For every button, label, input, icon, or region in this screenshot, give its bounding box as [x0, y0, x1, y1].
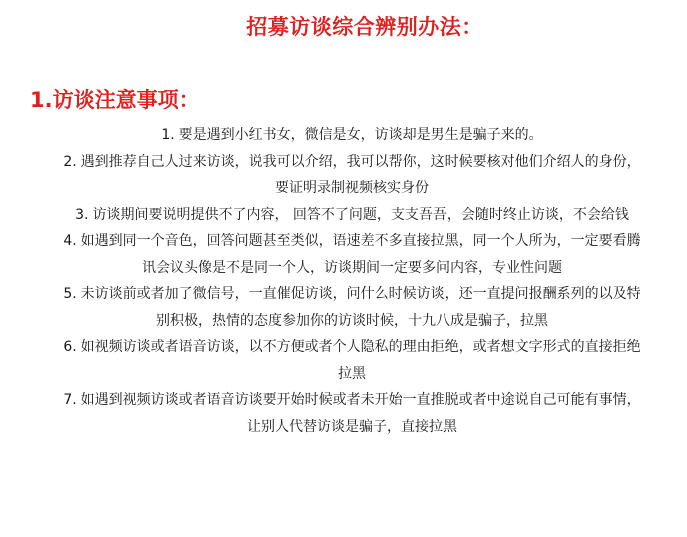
item-number: 4.: [63, 233, 77, 249]
list-item: [62, 334, 642, 387]
list-item: [62, 387, 642, 440]
page-title: 招募访谈综合辨别办法：: [246, 15, 483, 39]
item-text: 未访谈前或者加了微信号，一直催促访谈，问什么时候访谈，还一直提问报酬系列的以及特别积极，热情的态度参加你的访谈时候，十九八成是骗子，拉黑: [80, 286, 641, 329]
item-text: 访谈期间要说明提供不了内容， 回答不了问题，支支吾吾，会随时终止访谈，不会给钱: [92, 206, 629, 223]
list-item: [62, 149, 642, 202]
item-text: 要是遇到小红书女，微信是女，访谈却是男生是骗子来的。: [178, 127, 543, 143]
item-number: 5.: [63, 286, 77, 302]
list-item: [62, 228, 642, 281]
item-text: 遇到推荐自己人过来访谈，说我可以介绍，我可以帮你，这时候要核对他们介绍人的身份，要证明录制视频核实身份: [80, 153, 641, 196]
list-item: [62, 122, 642, 149]
notes-list: [62, 122, 642, 440]
list-item: [62, 281, 642, 334]
item-number: 6.: [63, 339, 77, 355]
list-item: [62, 202, 642, 229]
section-heading: 1.访谈注意事项：: [30, 88, 200, 112]
item-text: 如遇到同一个音色，回答问题甚至类似，语速差不多直接拉黑，同一个人所为，一定要看腾讯会议头像是不是同一个人，访谈期间一定要多问内容，专业性问题: [80, 233, 641, 276]
item-number: 1.: [161, 127, 175, 143]
item-text: 如遇到视频访谈或者语音访谈要开始时候或者未开始一直推脱或者中途说自己可能有事情，让别人代替访谈是骗子，直接拉黑: [80, 392, 641, 435]
item-number: 3.: [75, 206, 89, 223]
item-text: 如视频访谈或者语音访谈，以不方便或者个人隐私的理由拒绝，或者想文字形式的直接拒绝拉黑: [80, 339, 641, 382]
item-number: 2.: [63, 153, 77, 170]
item-number: 7.: [63, 392, 77, 408]
